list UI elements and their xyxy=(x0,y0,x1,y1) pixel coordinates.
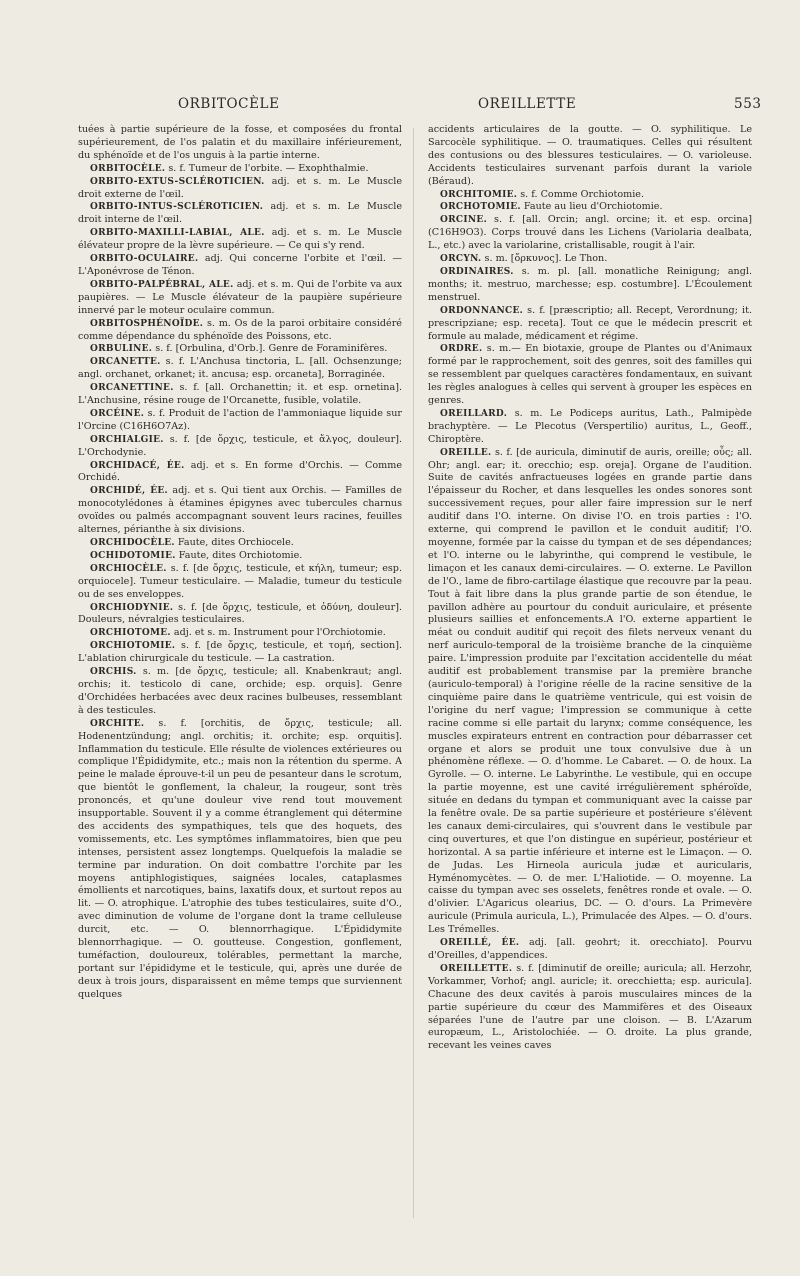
entry-headword: ORDRE. xyxy=(440,344,483,355)
dictionary-entry xyxy=(78,537,402,550)
entry-definition: s. f. Comme Orchiotomie. xyxy=(517,188,644,200)
entry-headword: ORCHITOMIE. xyxy=(440,189,518,200)
entry-definition: adj. et s. m. Le Muscle droit interne de l'œil. xyxy=(78,201,402,226)
dictionary-entry xyxy=(428,253,752,266)
entry-definition: s. f. Produit de l'action de l'ammoniaque liquide sur l'Orcine (C16H6O7Az). xyxy=(78,407,402,432)
entry-headword: ORCHIOCÈLE. xyxy=(90,563,167,574)
entry-definition: Faute, dites Orchiotomie. xyxy=(175,549,303,561)
entry-headword: OREILLE. xyxy=(440,447,492,458)
entry-definition: s. m.— En biotaxie, groupe de Plantes ou d'Animaux formé par le rapprochement, soit des genres, soit des familles qui se ressemblent par quelques caractères fondamentaux, en suivant les règles analogues à celles qui servent à grouper les espèces en genres. xyxy=(428,343,752,407)
entry-headword: ORCHOTOMIE. xyxy=(440,202,521,213)
entry-definition: adj. et s. En forme d'Orchis. — Comme Orchidé. xyxy=(78,459,402,484)
entry-headword: ORCÉINE. xyxy=(90,408,145,419)
dictionary-entry xyxy=(78,343,402,356)
entry-definition: Faute, dites Orchiocele. xyxy=(174,537,294,548)
entry-headword: ORCHIS. xyxy=(90,667,137,678)
entry-headword: ORDINAIRES. xyxy=(440,266,514,277)
dictionary-entry xyxy=(78,124,402,163)
entry-headword: ORCHIODYNIE. xyxy=(90,602,174,613)
dictionary-entry xyxy=(78,408,402,434)
entry-headword: ORCYN. xyxy=(440,254,482,265)
entry-definition: s. f. [Orbulina, d'Orb.]. Genre de Foraminifères. xyxy=(152,343,388,355)
entry-definition: s. f. [de ὄρχις, testicule, et τομή, section]. L'ablation chirurgicale du testicule. — La castration. xyxy=(78,640,402,665)
dictionary-entry xyxy=(78,602,402,628)
entry-definition: s. f. [orchitis, de ὄρχις, testicule; all. Hodenentzündung; angl. orchitis; it. orchite; esp. orquitis]. Inflammation du testicule. Elle résulte de violences extérieures ou complique l'Épididymite, etc.; mais non la rétention du sperme. A peine le malade éprouve-t-il un peu de pesanteur dans le scrotum, que bientôt le gonflement, la chaleur, la rougeur, sont très prononcés, et qu'une douleur vive rend tout mouvement insupportable. Souvent il y a comme étranglement qui détermine des accidents des sympathiques, tels que des hoquets, des vomissements, etc. Les symptômes inflammatoires, bien que peu intenses, persistent assez longtemps. Quelquefois la maladie se termine par induration. On doit combattre l'orchite par les moyens antiphlogistiques, saignées locales, cataplasmes émollients et narcotiques, bains, laxatifs doux, et surtout repos au lit. — O. atrophique. L'atrophie des tubes testiculaires, suite d'O., avec diminution de volume de l'organe dont la trame celluleuse durcit, etc. — O. blennorrhagique. L'Épididymite blennorrhagique. — O. goutteuse. Congestion, gonflement, tuméfaction, douloureux, tolérables, permettant la marche, portant sur l'épididyme et le testicule, qui, après une durée de deux à trois jours, disparaissent en même temps que surviennent quelques xyxy=(78,717,402,1000)
dictionary-entry xyxy=(428,305,752,344)
entry-headword: OCHIDOTOMIE. xyxy=(90,550,176,561)
entry-headword: OREILLARD. xyxy=(440,408,508,419)
entry-headword: ORCHIOTOME. xyxy=(90,628,171,639)
left-column xyxy=(78,124,402,1224)
dictionary-entry xyxy=(78,718,402,1002)
dictionary-entry xyxy=(78,227,402,253)
entry-definition: s. m. Os de la paroi orbitaire considéré comme dépendance du sphénoïde des Poissons, etc. xyxy=(78,317,402,342)
entry-definition: s. f. [diminutif de oreille; auricula; all. Herzohr, Vorkammer, Vorhof; angl. auricle; it. orecchietta; esp. auricula]. Chacune des deux cavités à parois musculaires minces de la partie supérieure du cœur des Mammifères et des Oiseaux séparées l'une de l'autre par une cloison. — B. L'Azarum europæum, L., Aristolochiée. — O. droite. La plus grande, recevant les veines caves xyxy=(428,962,752,1052)
dictionary-entry xyxy=(78,485,402,537)
running-head-left: ORBITOCÈLE xyxy=(178,96,280,112)
entry-definition: s. m. [de ὄρχις, testicule; all. Knabenkraut; angl. orchis; it. testicolo di cane, orchide; esp. orquis]. Genre d'Orchidées herbacées avec deux racines bulbeuses, ressemblant à des testicules. xyxy=(78,666,402,716)
entry-definition: adj. et s. m. Le Muscle droit externe de l'œil. xyxy=(78,175,402,200)
dictionary-entry xyxy=(78,253,402,279)
entry-definition: adj. et s. m. Le Muscle élévateur propre de la lèvre supérieure. — Ce qui s'y rend. xyxy=(78,227,402,252)
dictionary-entry xyxy=(78,279,402,318)
entry-definition: tuées à partie supérieure de la fosse, et composées du frontal supérieurement, de l'os palatin et du maxillaire inférieurement, du sphénoïde et de l'os unguis à la partie interne. xyxy=(78,124,402,161)
entry-headword: OREILLETTE. xyxy=(440,963,513,974)
page-number: 553 xyxy=(734,96,762,112)
dictionary-entry xyxy=(428,124,752,189)
entry-definition: accidents articulaires de la goutte. — O. syphilitique. Le Sarcocèle syphilitique. — O. traumatiques. Celles qui résultent des contusions ou des blessures testiculaires. — O. varioleuse. Accidents testiculaires survenant parfois durant la variole (Béraud). xyxy=(428,124,752,187)
entry-definition: s. f. [de ὄρχις, testicule, et κήλη, tumeur; esp. orquiocele]. Tumeur testiculaire. — Maladie, tumeur du testicule ou de ses enveloppes. xyxy=(78,562,402,600)
dictionary-entry xyxy=(78,382,402,408)
entry-headword: ORCHIDOCÈLE. xyxy=(90,538,175,548)
dictionary-entry xyxy=(78,434,402,460)
entry-definition: s. m. Le Podiceps auritus, Lath., Palmipède brachyptère. — Le Plecotus (Verspertilio) auritus, L., Geoff., Chiroptère. xyxy=(428,407,752,445)
entry-definition: s. f. [de auricula, diminutif de auris, oreille; οὖς; all. Ohr; angl. ear; it. orecchio; esp. oreja]. Organe de l'audition. Suite de cavités anfractueuses logées en grande partie dans l'épaisseur du Rocher, et dans lesquelles les ondes sonores sont successivement reçues, pour aller faire impression sur le nerf auditif dans l'O. interne. On divise l'O. en trois parties : l'O. externe, qui comprend le pavillon et le conduit auditif; l'O. moyenne, formée par la caisse du tympan et de ses dépendances; et l'O. interne ou le labyrinthe, qui comprend le vestibule, le limaçon et les canaux demi-circulaires. — O. externe. Le Pavillon de l'O., lame de fibro-cartilage élastique que recouvre par la peau. Tout à fait libre dans la plus grande partie de son étendue, le pavillon adhère au pourtour du conduit auriculaire, et présente plusieurs saillies et enfoncements.A l'O. externe appartient le méat ou conduit auditif qui reçoit des filets nerveux venant du nerf auriculo-temporal de la troisième branche de la cinquième paire. L'impression produite par l'excitation accidentelle du méat auditif est probablement transmise par la première branche (auriculo-temporal) à l'origine réelle de la racine sensitive de la cinquième paire dans le quatrième ventricule, qui est voisin de l'origine du nerf vague; l'impression se communique à cette racine comme si elle partait du larynx; comme conséquence, les muscles expirateurs entrent en contraction pour débarrasser cet organe et alors se produit une toux convulsive due à un phénomène réflexe. — O. d'homme. Le Cabaret. — O. de houx. La Gyrolle. — O. interne. Le Labyrinthe. Le vestibule, qui en occupe la partie moyenne, est une cavité irrégulièrement sphéroïde, située en dedans du tympan et communiquant avec la caisse par la fenêtre ovale. De sa partie supérieure et postérieure s'élèvent les canaux demi-circulaires, qui s'ouvrent dans le vestibule par cinq ouvertures, et que l'on distingue en supérieur, postérieur et horizontal. A sa partie inférieure et interne est le Limaçon. — O. de Judas. Les Hirneola auricula judæ et auricularis, Hyménomycètes. — O. de mer. L'Haliotide. — O. moyenne. La caisse du tympan avec ses osselets, fenêtres ronde et ovale. — O. d'olivier. L'Agaricus olearius, DC. — O. d'ours. La Primevère auricule (Primula auricula, L.), Primulacée des Alpes. — O. d'ours. Les Trémelles. xyxy=(428,446,752,936)
dictionary-entry xyxy=(78,176,402,202)
entry-headword: ORBULINE. xyxy=(90,344,153,355)
entry-definition: adj. et s. m. Qui de l'orbite va aux paupières. — Le Muscle élévateur de la paupière supérieure innervé par le moteur oculaire commun. xyxy=(78,278,402,316)
dictionary-entry xyxy=(78,356,402,382)
entry-definition: adj. Qui concerne l'orbite et l'œil. — L'Aponévrose de Ténon. xyxy=(78,253,402,277)
entry-headword: ORBITO-OCULAIRE. xyxy=(90,254,199,265)
entry-headword: ORCANETTINE. xyxy=(90,383,174,394)
dictionary-entry xyxy=(78,627,402,640)
entry-definition: s. f. [all. Orchanettin; it. et esp. ornetina]. L'Anchusine, résine rouge de l'Orcanette, fusible, volatile. xyxy=(78,382,402,407)
entry-headword: ORDONNANCE. xyxy=(440,305,524,316)
entry-headword: OREILLÉ, ÉE. xyxy=(440,938,520,949)
dictionary-entry xyxy=(428,266,752,305)
dictionary-entry xyxy=(428,343,752,408)
running-head-right: OREILLETTE xyxy=(478,96,577,112)
dictionary-entry xyxy=(78,550,402,563)
dictionary-entry xyxy=(78,318,402,344)
entry-headword: ORBITO-INTUS-SCLÉROTICIEN. xyxy=(90,202,264,213)
dictionary-entry xyxy=(428,408,752,447)
entry-headword: ORCANETTE. xyxy=(90,357,161,368)
entry-headword: ORCHIDÉ, ÉE. xyxy=(90,486,168,497)
entry-definition: Faute au lieu d'Orchiotomie. xyxy=(520,201,663,213)
entry-headword: ORBITOCÈLE. xyxy=(90,163,166,174)
entry-definition: s. f. [præscriptio; all. Recept, Verordnung; it. prescripziane; esp. receta]. Tout ce que le médecin prescrit et formule au malade, médicament et régime. xyxy=(428,304,752,342)
dictionary-entry xyxy=(78,640,402,666)
entry-definition: s. f. [de ὄρχις, testicule, et ἄλγος, douleur]. L'Orchodynie. xyxy=(78,433,402,458)
dictionary-entry xyxy=(428,447,752,937)
entry-headword: ORBITO-PALPÉBRAL, ALE. xyxy=(90,279,234,290)
dictionary-entry xyxy=(428,189,752,202)
dictionary-entry xyxy=(78,460,402,486)
entry-definition: adj. et s. Qui tient aux Orchis. — Familles de monocotylédones à étamines épigynes avec tubercules charnus ovoïdes ou palmés accompagnant souvent leurs racines, feuilles alternes, périanthe à six divisions. xyxy=(78,485,402,536)
entry-definition: adj. et s. m. Instrument pour l'Orchiotomie. xyxy=(170,627,386,639)
entry-definition: s. f. [de ὄρχις, testicule, et ὀδύνη, douleur]. Douleurs, névralgies testiculaires. xyxy=(78,601,402,626)
dictionary-entry xyxy=(78,563,402,602)
entry-definition: s. f. L'Anchusa tinctoria, L. [all. Ochsenzunge; angl. orchanet, orkanet; it. ancusa; esp. orcaneta], Borraginée. xyxy=(78,356,402,381)
entry-headword: ORCHITE. xyxy=(90,718,145,729)
dictionary-entry xyxy=(78,666,402,718)
entry-headword: ORBITOSPHÉNOÏDE. xyxy=(90,318,204,329)
entry-headword: ORCHIALGIE. xyxy=(90,434,164,445)
right-column xyxy=(428,124,752,1224)
column-divider xyxy=(413,128,414,1218)
entry-definition: s. f. [all. Orcin; angl. orcine; it. et esp. orcina] (C16H9O3). Corps trouvé dans les Lichens (Variolaria dealbata, L., etc.) avec la variolarine, cristallisable, rougit à l'air. xyxy=(428,214,752,252)
dictionary-entry xyxy=(428,937,752,963)
entry-definition: adj. [all. geohrt; it. orecchiato]. Pourvu d'Oreilles, d'appendices. xyxy=(428,937,752,961)
entry-headword: ORCINE. xyxy=(440,215,488,226)
dictionary-entry xyxy=(428,963,752,1053)
entry-headword: ORCHIOTOMIE. xyxy=(90,641,176,652)
dictionary-entry xyxy=(428,201,752,214)
entry-headword: ORCHIDACÉ, ÉE. xyxy=(90,460,185,471)
entry-headword: ORBITO-MAXILLI-LABIAL, ALE. xyxy=(90,228,265,239)
dictionary-entry xyxy=(78,163,402,176)
entry-definition: s. m. pl. [all. monatliche Reinigung; angl. months; it. mestruo, marchesse; esp. costumbre]. L'Écoulement menstruel. xyxy=(428,265,752,303)
entry-definition: s. f. Tumeur de l'orbite. — Exophthalmie. xyxy=(165,162,369,174)
dictionary-entry xyxy=(78,201,402,227)
entry-headword: ORBITO-EXTUS-SCLÉROTICIEN. xyxy=(90,176,265,187)
entry-definition: s. m. [ὄρκυνος]. Le Thon. xyxy=(481,253,608,265)
dictionary-entry xyxy=(428,214,752,253)
